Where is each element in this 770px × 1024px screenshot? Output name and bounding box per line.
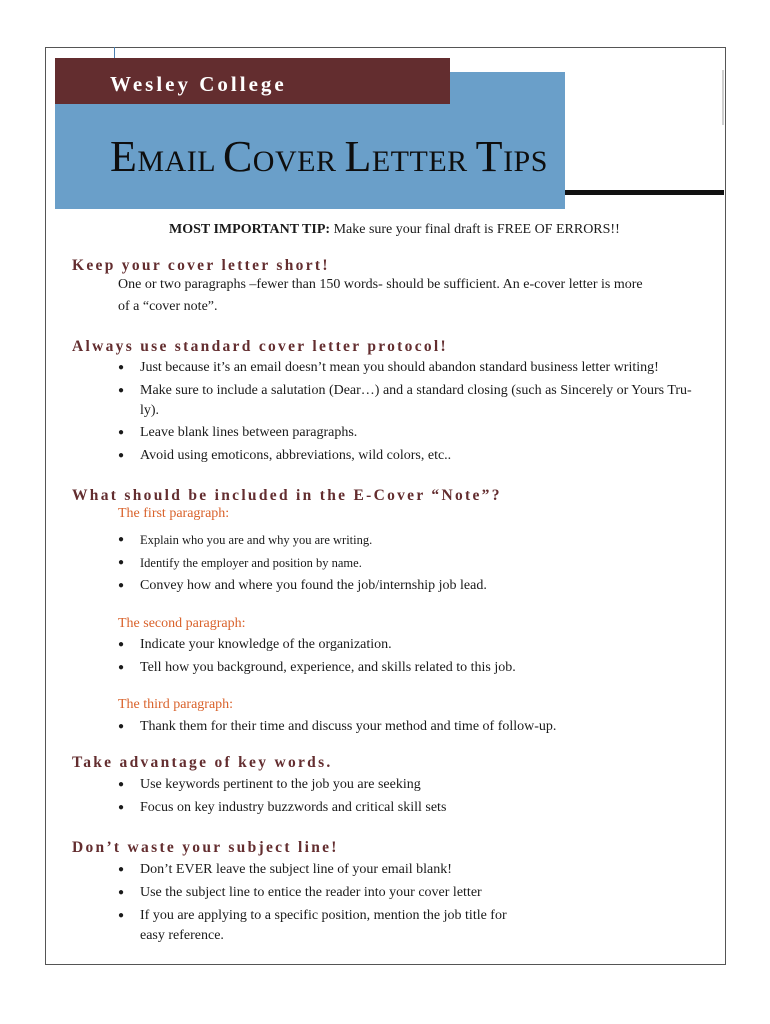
side-accent-line [722,70,724,125]
list-item-text: Convey how and where you found the job/internship job lead. [140,578,487,593]
list-item [118,423,708,443]
bullet-icon: ● [118,662,125,673]
page-title [110,132,548,181]
bullet-icon: ● [118,910,125,921]
list-item-text: Don’t EVER leave the subject line of your email blank! [140,862,452,877]
bullet-icon: ● [118,557,125,568]
list-item [118,446,708,466]
list-item-text: If you are applying to a specific position, mention the job title for easy reference. [140,908,507,943]
heading-keep-short: Keep your cover letter short! [72,257,330,274]
list-item [118,635,708,655]
title-word-tips: IPS [503,145,548,178]
list-item-text: Thank them for their time and discuss your method and time of follow-up. [140,719,557,734]
heading-subject-line: Don’t waste your subject line! [72,839,339,856]
heading-keywords: Take advantage of key words. [72,754,333,771]
title-cap-e: E [110,132,138,181]
list-item [118,530,708,550]
subheading-first-paragraph: The first paragraph: [118,506,230,521]
title-word-letter: ETTER [371,145,476,178]
bullet-icon: ● [118,580,125,591]
bullet-icon: ● [118,427,125,438]
title-word-cover: OVER [252,145,345,178]
list-item [118,860,708,880]
list-item-text: Tell how you background, experience, and skills related to this job. [140,660,516,675]
paragraph-line: of a “cover note”. [118,299,218,314]
subheading-third-paragraph: The third paragraph: [118,697,234,712]
bullet-icon: ● [118,534,125,545]
title-cap-l: L [344,132,372,181]
list-item [118,906,518,946]
list-item-text: Explain who you are and why you are writing. [140,533,373,547]
heading-included: What should be included in the E-Cover “Note”? [72,487,502,504]
list-item [118,381,708,421]
title-cap-c: C [222,132,253,181]
list-item [118,717,708,737]
tip-label: MOST IMPORTANT TIP: [169,222,331,237]
title-word-email: MAIL [137,145,223,178]
list-item-text: Indicate your knowledge of the organization. [140,637,392,652]
bullet-icon: ● [118,721,125,732]
list-item-text: Avoid using emoticons, abbreviations, wild colors, etc.. [140,448,452,463]
list-item [118,883,708,903]
list-item-text: Use keywords pertinent to the job you are seeking [140,777,421,792]
list-item-text: Leave blank lines between paragraphs. [140,425,358,440]
bullet-icon: ● [118,864,125,875]
subheading-second-paragraph: The second paragraph: [118,616,246,631]
list-item-text: Just because it’s an email doesn’t mean you should abandon standard business letter writing! [140,360,659,375]
bullet-icon: ● [118,450,125,461]
list-item [118,798,708,818]
list-item [118,775,708,795]
most-important-tip [169,222,620,238]
list-item-text: Focus on key industry buzzwords and critical skill sets [140,800,447,815]
list-item [118,658,708,678]
list-item [118,553,708,573]
bullet-icon: ● [118,362,125,373]
header-rule [565,190,724,195]
bullet-icon: ● [118,779,125,790]
list-item-text: Use the subject line to entice the reader into your cover letter [140,885,482,900]
tip-text: Make sure your final draft is FREE OF ERRORS!! [333,222,620,237]
list-item-text: Identify the employer and position by name. [140,556,362,570]
list-item [118,576,708,596]
bullet-icon: ● [118,639,125,650]
paragraph-line: One or two paragraphs –fewer than 150 words- should be sufficient. An e-cover letter is more [118,277,643,292]
title-cap-t: T [475,132,504,181]
list-item-text: Make sure to include a salutation (Dear…) and a standard closing (such as Sincerely or Yours Tru-ly). [140,383,692,418]
bullet-icon: ● [118,385,125,396]
college-name: Wesley College [110,72,287,96]
paragraph-keep-short [118,274,708,318]
heading-protocol: Always use standard cover letter protocol! [72,338,448,355]
list-item [118,358,708,378]
bullet-icon: ● [118,887,125,898]
bullet-icon: ● [118,802,125,813]
